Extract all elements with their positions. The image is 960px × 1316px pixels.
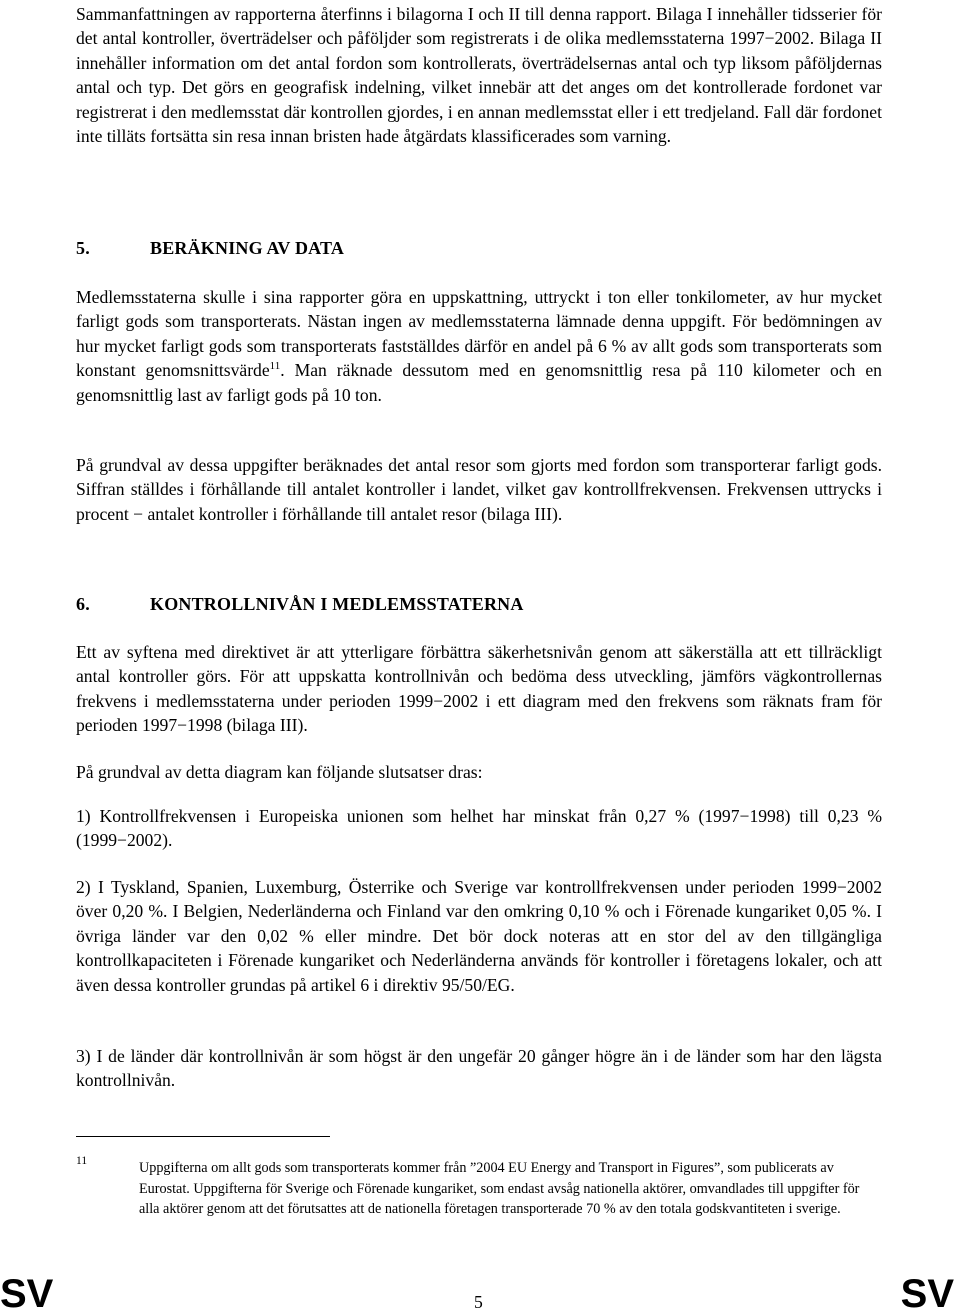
section-6-number: 6. xyxy=(76,594,90,614)
section-6-title: KONTROLLNIVÅN I MEDLEMSSTATERNA xyxy=(150,594,524,614)
conclusion-2: 2) I Tyskland, Spanien, Luxemburg, Österrike och Sverige var kontrollfrekvensen under perioden 1999−2002 över 0,20 %. I Belgien, Nederländerna och Finland var den omkring 0,10 % och i Förenade kungariket 0,05 %. I övriga länder var den 0,02 % eller mindre. Det bör dock noteras att en stor del av den tillgängliga kontrollkapaciteten i Förenade kungariket och Nederländerna används för kontroller i företagens lokaler, och att även dessa kontroller grundas på artikel 6 i direktiv 95/50/EG. xyxy=(76,877,882,995)
conclusion-1: 1) Kontrollfrekvensen i Europeiska unionen som helhet har minskat från 0,27 % (1997−1998) till 0,23 % (1999−2002). xyxy=(76,806,882,851)
section-6-heading xyxy=(76,594,524,615)
section-5-heading xyxy=(76,238,344,259)
language-code-left: SV xyxy=(0,1272,54,1316)
section-5-number: 5. xyxy=(76,238,90,258)
section-5-p1-text-b: . Man räknade dessutom med en genomsnittlig resa på 110 kilometer och en genomsnittlig last av farligt gods på 10 ton. xyxy=(76,360,882,405)
footnote-reference[interactable]: 11 xyxy=(269,360,281,373)
conclusion-3: 3) I de länder där kontrollnivån är som högst är den ungefär 20 gånger högre än i de länder som har den lägsta kontrollnivån. xyxy=(76,1046,882,1091)
section-5-p1-text-a: Medlemsstaterna skulle i sina rapporter göra en uppskattning, uttryckt i ton eller tonkilometer, av hur mycket farligt gods som transporterats. Nästan ingen av medlemsstaterna lämnade denna uppgift. För bedömningen av hur mycket farligt gods som transporterats fastställdes därför en andel på 6 % av allt gods som transporterats som konstant genomsnittsvärde xyxy=(76,287,882,381)
section-5-title: BERÄKNING AV DATA xyxy=(150,238,345,258)
footnote-text: Uppgifterna om allt gods som transporterats kommer från ”2004 EU Energy and Transport in Figures”, som publicerats av Eurostat. Uppgifterna för Sverige och Förenade kungariket, som endast avsåg nationella aktörer, omvandlades till uppgifter för alla aktörer genom att det förutsattes att de nationella företagen transporterade 70 % av den totala godskvantiteten i sverige. xyxy=(139,1160,860,1218)
footnote-separator xyxy=(76,1136,330,1137)
language-code-right: SV xyxy=(900,1272,954,1316)
page-number: 5 xyxy=(474,1292,483,1312)
footnote-number: 11 xyxy=(76,1155,88,1167)
intro-paragraph: Sammanfattningen av rapporterna återfinns i bilagorna I och II till denna rapport. Bilaga I innehåller tidsserier för det antal kontroller, överträdelser och påföljder som registrerats i de olika medlemsstaterna 1997−2002. Bilaga II innehåller information om det antal fordon som kontrollerats, överträdelsernas antal och typ liksom påföljdernas antal och typ. Det görs en geografisk indelning, vilket innebär att det anges om det kontrollerade fordonet var registrerat i den medlemsstat där kontrollen gjordes, i en annan medlemsstat eller i ett tredjeland. Fall där fordonet inte tilläts fortsätta sin resa innan bristen hade åtgärdats klassificerades som varning. xyxy=(76,4,882,147)
section-5-paragraph-2: På grundval av dessa uppgifter beräknades det antal resor som gjorts med fordon som transporterar farligt gods. Siffran ställdes i förhållande till antalet kontroller i landet, vilket gav kontrollfrekvensen. Frekvensen uttrycks i procent − antalet kontroller i förhållande till antalet resor (bilaga III). xyxy=(76,455,882,524)
section-5-paragraph-1 xyxy=(76,285,882,407)
section-6-paragraph-2: På grundval av detta diagram kan följande slutsatser dras: xyxy=(76,762,483,782)
section-6-paragraph-1: Ett av syftena med direktivet är att ytterligare förbättra säkerhetsnivån genom att säkerställa att ett tillräckligt antal kontroller görs. För att uppskatta kontrollnivån och bedöma dess utveckling, jämförs vägkontrollernas frekvens i medlemsstaterna under perioden 1999−2002 i ett diagram med den frekvens som räknats fram för perioden 1997−1998 (bilaga III). xyxy=(76,642,882,736)
